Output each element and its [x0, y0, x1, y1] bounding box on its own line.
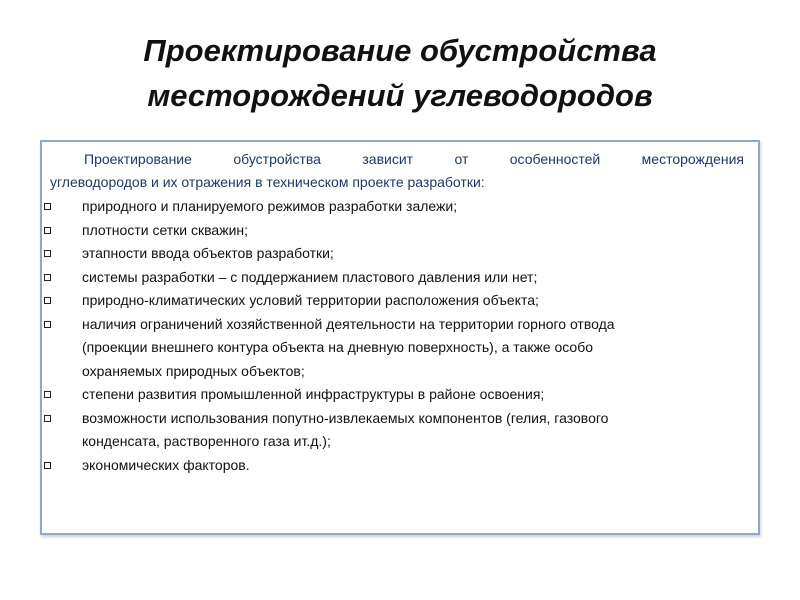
square-bullet-icon: [44, 391, 51, 398]
list-item: [42, 407, 758, 454]
list-item-text: этапности ввода объектов разработки;: [82, 245, 334, 261]
square-bullet-icon: [44, 321, 51, 328]
list-item: [42, 266, 758, 290]
intro-paragraph: [50, 148, 744, 194]
list-item-text: конденсата, растворенного газа ит.д.);: [82, 433, 331, 449]
intro-line-2: углеводородов и их отражения в техническом проекте разработки:: [50, 174, 485, 190]
list-item-text: возможности использования попутно-извлекаемых компонентов (гелия, газового: [82, 409, 609, 426]
square-bullet-icon: [44, 297, 51, 304]
square-bullet-icon: [44, 203, 51, 210]
list-item: [42, 383, 758, 407]
list-item-text: системы разработки – с поддержанием пластового давления или нет;: [82, 268, 538, 285]
square-bullet-icon: [44, 415, 51, 422]
list-item-text: плотности сетки скважин;: [82, 221, 249, 238]
square-bullet-icon: [44, 274, 51, 281]
list-item-text: охраняемых природных объектов;: [82, 362, 305, 379]
slide-title-line-1: Проектирование обустройства: [143, 33, 657, 68]
content-box: [40, 140, 760, 535]
list-item: [42, 289, 758, 313]
list-item: [42, 313, 758, 384]
square-bullet-icon: [44, 462, 51, 469]
slide-title-line-2: месторождений углеводородов: [147, 78, 653, 113]
list-item-text: (проекции внешнего контура объекта на дневную поверхность), а также особо: [82, 339, 594, 355]
list-item: [42, 242, 758, 266]
list-item: [42, 219, 758, 243]
slide-title: [0, 28, 800, 118]
list-item-text: наличия ограничений хозяйственной деятельности на территории горного отвода: [82, 315, 615, 332]
square-bullet-icon: [44, 250, 51, 257]
list-item-text: экономических факторов.: [82, 456, 250, 473]
list-item-text: природно-климатических условий территории расположения объекта;: [82, 292, 539, 308]
intro-line-1: Проектирование обустройства зависит от особенностей месторождения: [84, 151, 744, 167]
factor-list: [42, 195, 758, 477]
list-item-text: степени развития промышленной инфраструктуры в районе освоения;: [82, 386, 545, 402]
list-item: [42, 195, 758, 219]
list-item: [42, 454, 758, 478]
square-bullet-icon: [44, 227, 51, 234]
list-item-text: природного и планируемого режимов разработки залежи;: [82, 198, 458, 214]
